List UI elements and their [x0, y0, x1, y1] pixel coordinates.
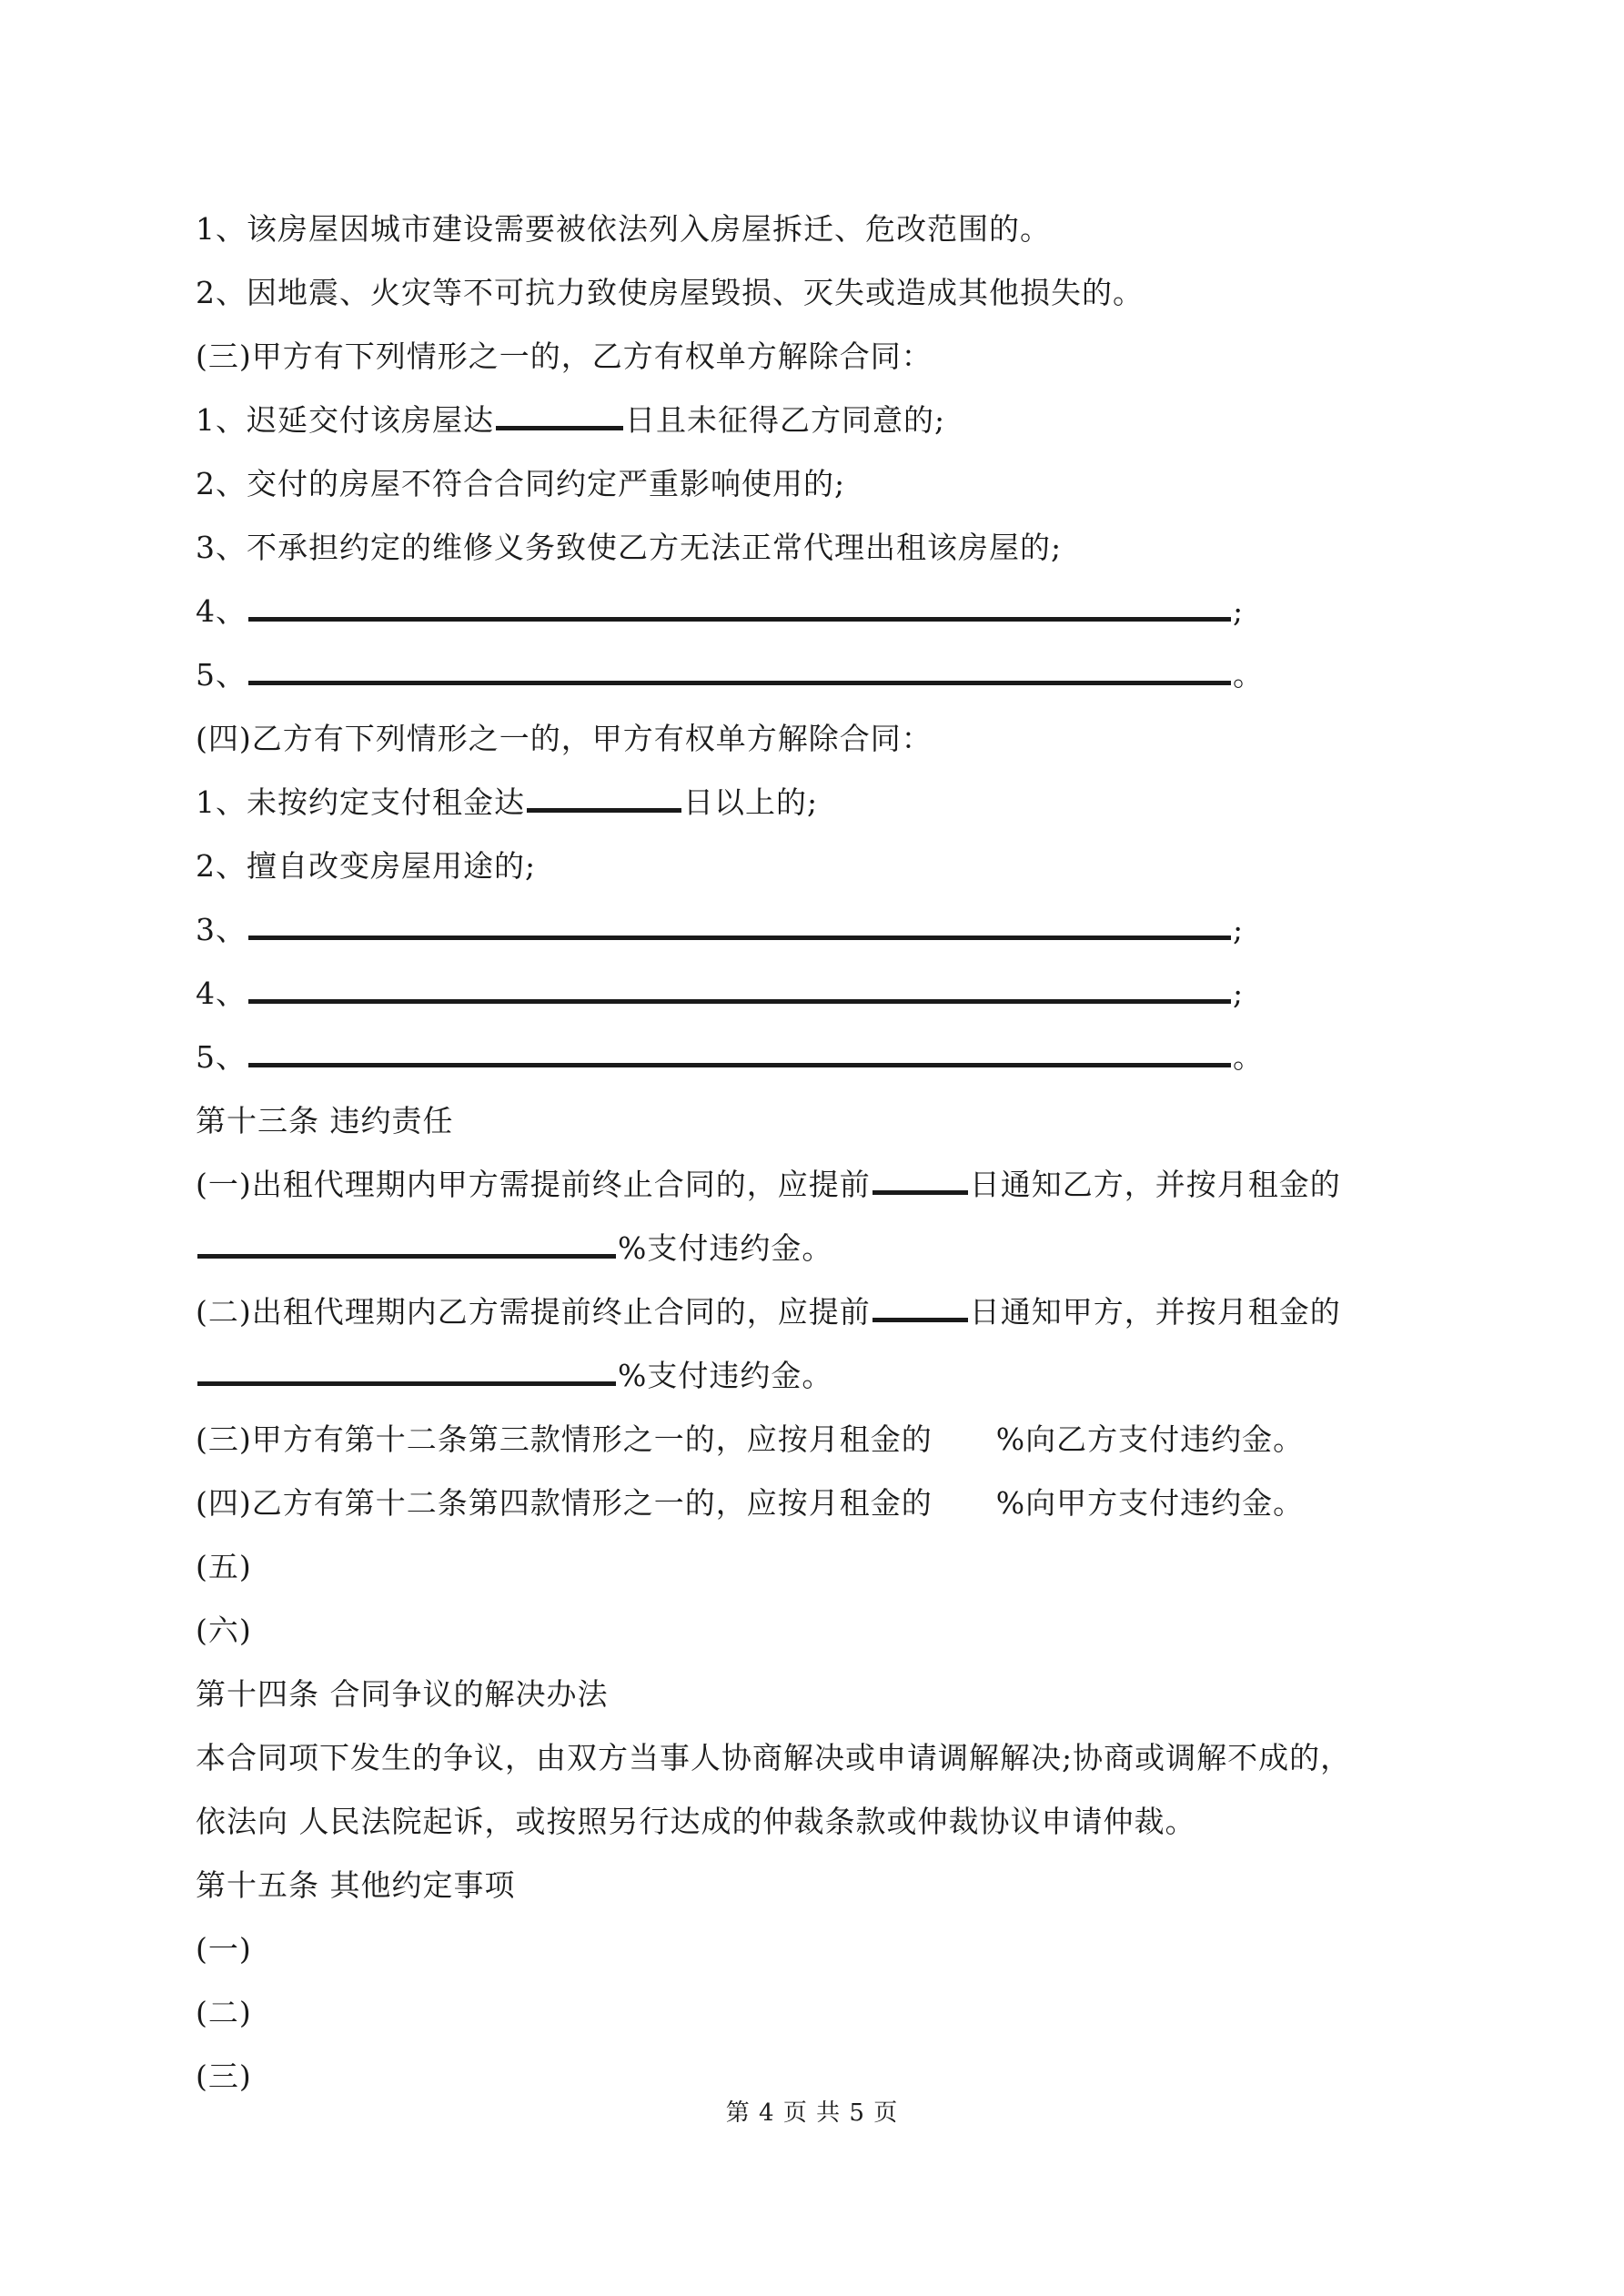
clause-text: (二)出租代理期内乙方需提前终止合同的，应提前	[196, 1294, 871, 1330]
clause-line	[196, 273, 1144, 313]
fill-in-blank	[197, 1358, 616, 1386]
clause-line	[196, 1929, 252, 1969]
clause-line	[196, 1292, 1341, 1332]
clause-text: 。	[1233, 657, 1264, 693]
clause-line	[196, 1993, 252, 2033]
clause-line	[196, 974, 1244, 1014]
clause-text: 2、交付的房屋不符合合同约定严重影响使用的;	[196, 466, 846, 501]
clause-line	[196, 209, 1051, 249]
clause-text: (四)乙方有下列情形之一的，甲方有权单方解除合同：	[196, 721, 933, 756]
fill-in-blank	[197, 1230, 616, 1259]
clause-text: 3、	[196, 912, 247, 947]
fill-in-blank	[248, 1039, 1231, 1067]
clause-text: (一)	[196, 1931, 252, 1967]
clause-text: (四)乙方有第十二条第四款情形之一的，应按月租金的	[196, 1485, 933, 1521]
clause-line	[196, 1547, 252, 1587]
clause-line	[196, 846, 536, 886]
clause-text: 第十五条 其他约定事项	[196, 1867, 516, 1903]
section-heading-3	[196, 337, 933, 377]
clause-text: 1、该房屋因城市建设需要被依法列入房屋拆迁、危改范围的。	[196, 211, 1051, 247]
article-14-heading	[196, 1674, 609, 1714]
clause-text: 5、	[196, 1039, 247, 1075]
clause-line	[196, 1802, 1196, 1842]
clause-text: 日通知甲方，并按月租金的	[969, 1294, 1341, 1330]
fill-in-blank	[873, 1167, 968, 1195]
clause-text: 日通知乙方，并按月租金的	[969, 1167, 1341, 1202]
clause-line	[196, 592, 1244, 632]
clause-line	[196, 655, 1264, 695]
clause-line	[196, 1738, 1351, 1778]
clause-text: 4、	[196, 593, 247, 629]
clause-text: 。	[1233, 1039, 1264, 1075]
clause-text: %支付违约金。	[618, 1230, 833, 1266]
clause-line	[196, 1165, 1341, 1205]
clause-line	[196, 1356, 832, 1396]
clause-text: 日以上的;	[683, 784, 819, 820]
clause-text: %向甲方支付违约金。	[995, 1485, 1305, 1521]
clause-text: 2、因地震、火灾等不可抗力致使房屋毁损、灭失或造成其他损失的。	[196, 275, 1144, 310]
clause-line	[196, 1037, 1264, 1077]
clause-text: 3、不承担约定的维修义务致使乙方无法正常代理出租该房屋的;	[196, 530, 1063, 565]
clause-text: 1、未按约定支付租金达	[196, 784, 525, 820]
fill-in-blank	[248, 976, 1231, 1004]
clause-text: (五)	[196, 1549, 252, 1584]
clause-text: (三)甲方有第十二条第三款情形之一的，应按月租金的	[196, 1421, 933, 1457]
page-footer: 第 4 页 共 5 页	[725, 2099, 899, 2127]
clause-text: 本合同项下发生的争议，由双方当事人协商解决或申请调解解决;协商或调解不成的，	[196, 1740, 1352, 1775]
fill-in-blank	[248, 593, 1231, 622]
clause-line	[196, 1483, 1304, 1523]
clause-text: 依法向 人民法院起诉，或按照另行达成的仲裁条款或仲裁协议申请仲裁。	[196, 1804, 1196, 1839]
clause-text: 5、	[196, 657, 247, 693]
clause-text: 第十四条 合同争议的解决办法	[196, 1676, 609, 1712]
clause-text: 1、迟延交付该房屋达	[196, 402, 494, 438]
clause-line	[196, 1229, 832, 1269]
clause-text: %向乙方支付违约金。	[995, 1421, 1305, 1457]
clause-text: (三)	[196, 2058, 252, 2094]
clause-text: (三)甲方有下列情形之一的，乙方有权单方解除合同：	[196, 339, 933, 374]
clause-line	[196, 464, 845, 504]
clause-text: ;	[1233, 976, 1245, 1011]
clause-text: 4、	[196, 976, 247, 1011]
article-13-heading	[196, 1101, 454, 1141]
clause-text: ;	[1233, 912, 1245, 947]
clause-text: 第十三条 违约责任	[196, 1103, 454, 1138]
clause-line	[196, 1420, 1304, 1460]
fill-in-blank	[873, 1294, 968, 1322]
clause-line	[196, 783, 818, 823]
fill-in-blank	[527, 784, 681, 813]
fill-in-blank	[496, 402, 623, 430]
clause-line	[196, 1611, 252, 1651]
clause-line	[196, 528, 1062, 568]
clause-text: %支付违约金。	[618, 1358, 833, 1393]
section-heading-4	[196, 719, 933, 759]
clause-text: 2、擅自改变房屋用途的;	[196, 848, 537, 884]
article-15-heading	[196, 1866, 516, 1906]
clause-line	[196, 910, 1244, 950]
clause-text: ;	[1233, 593, 1245, 629]
clause-line	[196, 2057, 252, 2097]
fill-in-blank	[248, 657, 1231, 685]
clause-text: (二)	[196, 1995, 252, 2030]
clause-text: (六)	[196, 1613, 252, 1648]
clause-line	[196, 400, 945, 440]
fill-in-blank	[248, 912, 1231, 940]
clause-text: (一)出租代理期内甲方需提前终止合同的，应提前	[196, 1167, 871, 1202]
clause-text: 日且未征得乙方同意的;	[625, 402, 946, 438]
